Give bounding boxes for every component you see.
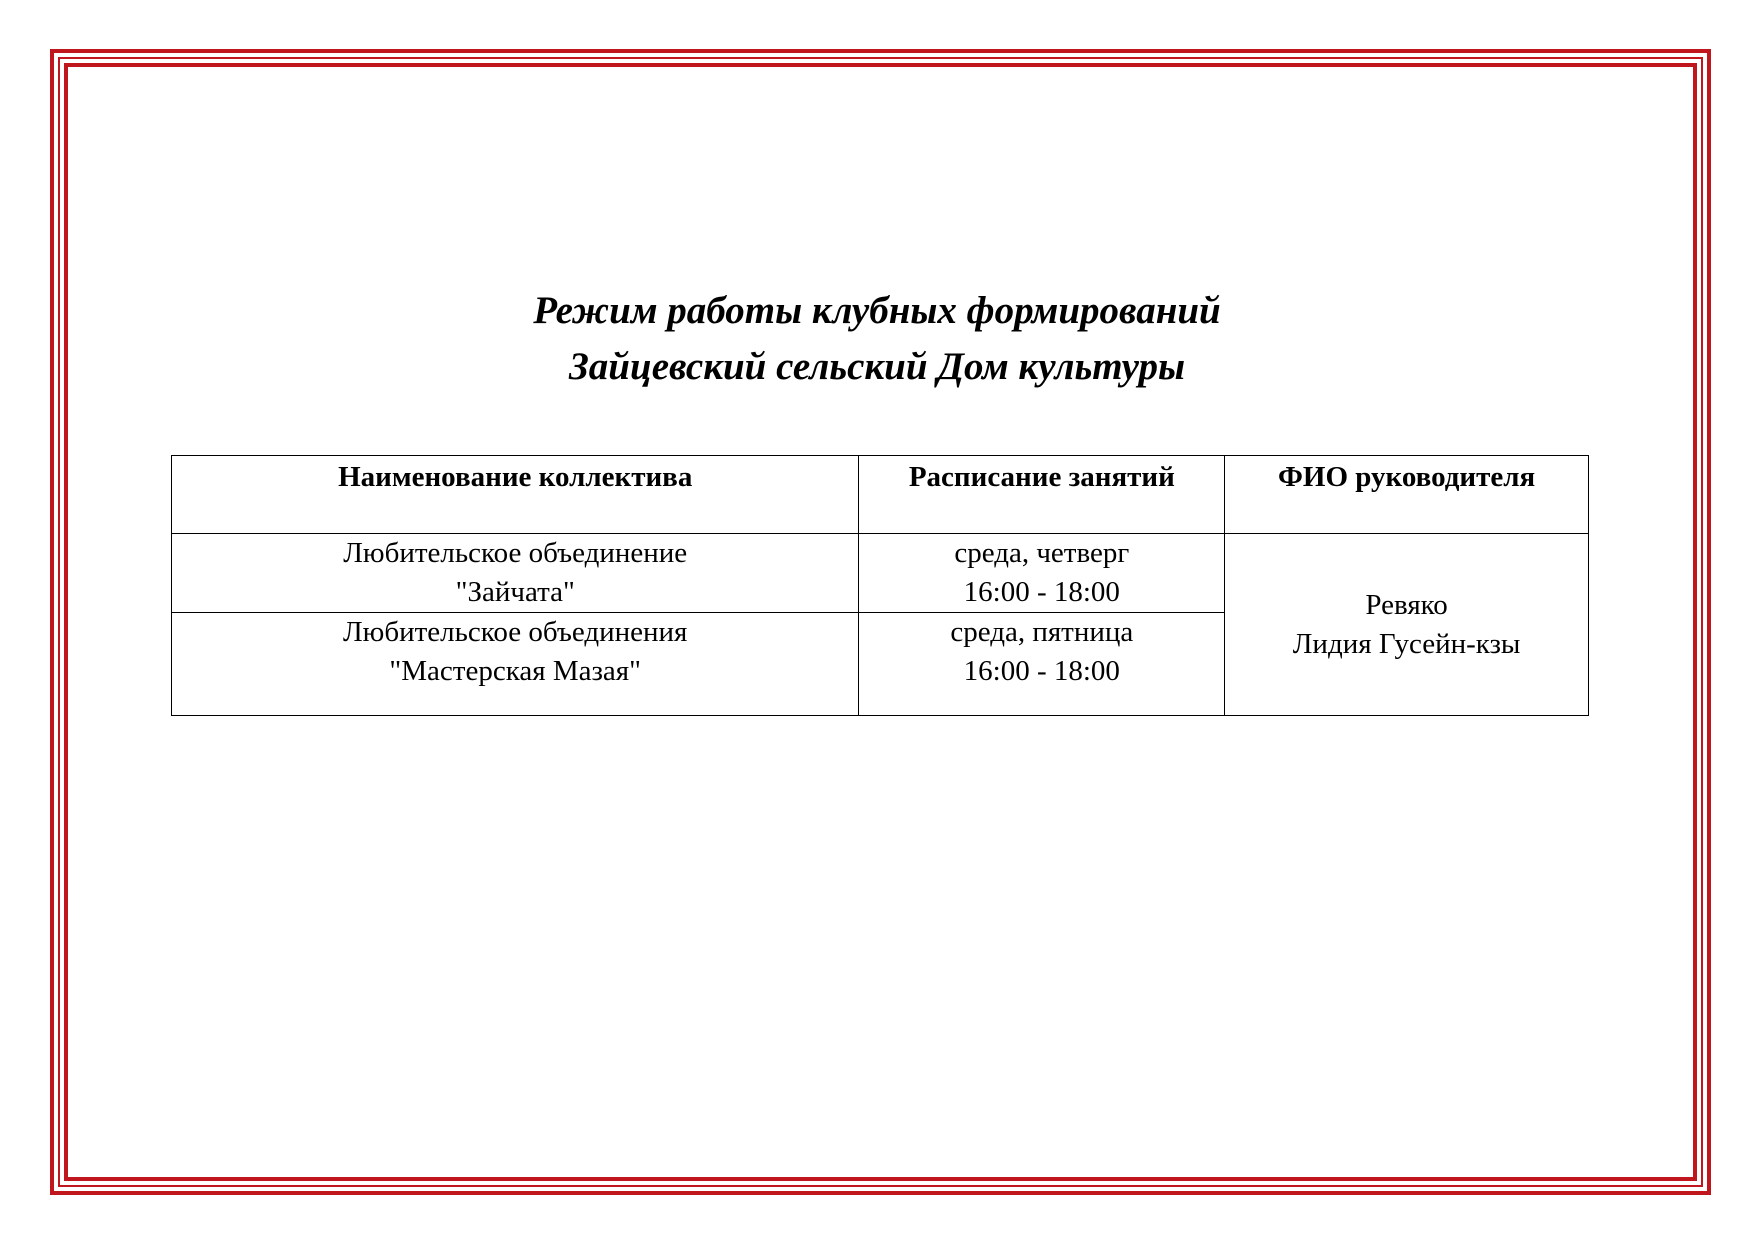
schedule-time: 16:00 - 18:00 bbox=[963, 655, 1120, 687]
schedule-days: среда, пятница bbox=[950, 616, 1134, 648]
leader-cell bbox=[1225, 534, 1589, 716]
collective-title: "Мастерская Мазая" bbox=[389, 655, 641, 687]
header-leader-name: ФИО руководителя bbox=[1225, 456, 1589, 534]
title-line-1: Режим работы клубных формирований bbox=[533, 289, 1221, 332]
table-row bbox=[172, 534, 1589, 613]
schedule-time: 16:00 - 18:00 bbox=[963, 576, 1120, 608]
collective-title: "Зайчата" bbox=[455, 576, 575, 608]
schedule-table bbox=[171, 455, 1589, 716]
header-collective-name: Наименование коллектива bbox=[172, 456, 859, 534]
collective-name-cell bbox=[172, 534, 859, 613]
title-line-2: Зайцевский сельский Дом культуры bbox=[568, 345, 1186, 388]
leader-given-name: Лидия Гусейн-кзы bbox=[1292, 627, 1521, 660]
schedule-days: среда, четверг bbox=[954, 537, 1130, 569]
collective-name-cell bbox=[172, 613, 859, 716]
page-title bbox=[0, 283, 1754, 395]
collective-name: Любительское объединения bbox=[343, 616, 688, 648]
collective-name: Любительское объединение bbox=[343, 537, 688, 569]
schedule-cell bbox=[859, 534, 1225, 613]
table-header-row bbox=[172, 456, 1589, 534]
header-schedule: Расписание занятий bbox=[859, 456, 1225, 534]
schedule-cell bbox=[859, 613, 1225, 716]
leader-surname: Ревяко bbox=[1365, 588, 1448, 621]
